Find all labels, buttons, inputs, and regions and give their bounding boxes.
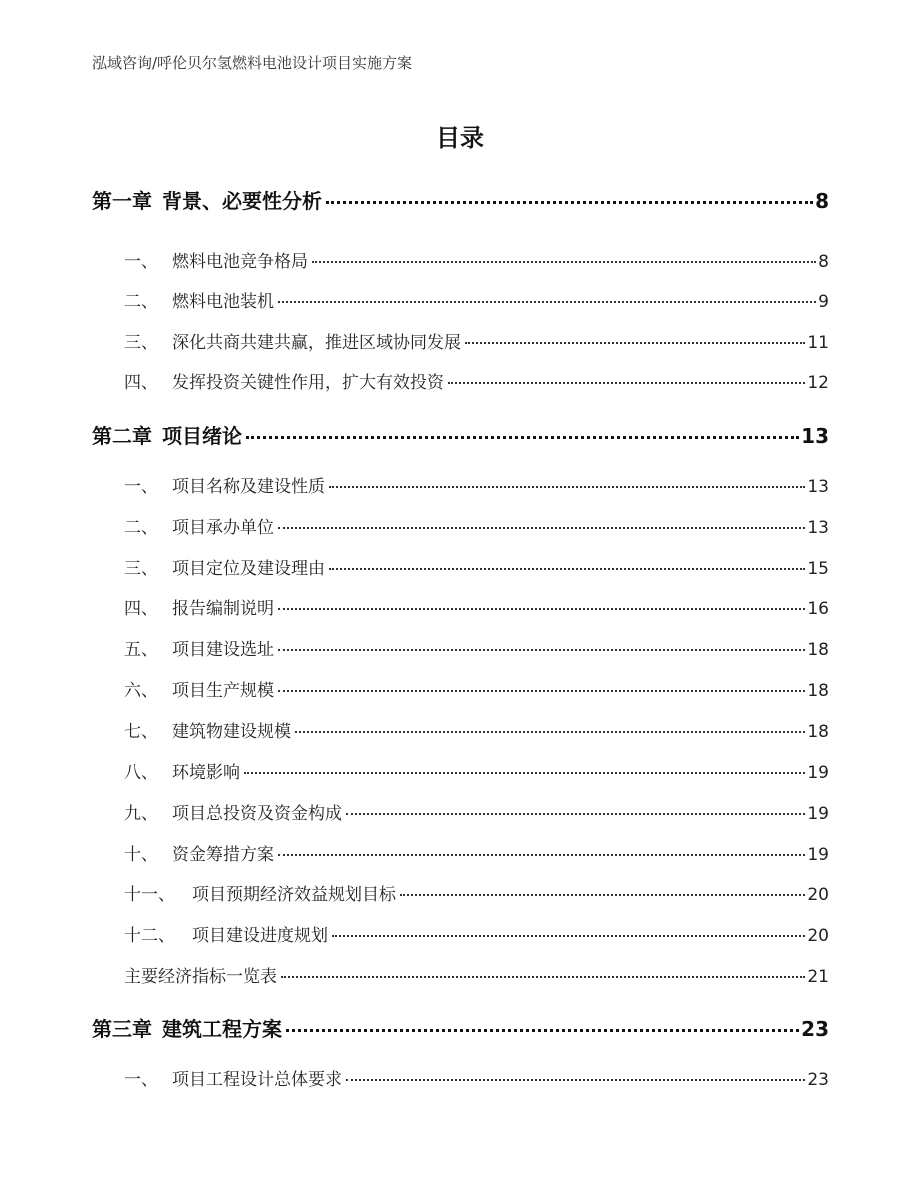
toc-entry-chapter-1[interactable]	[92, 185, 829, 214]
toc-entry-title: 燃料电池竞争格局	[172, 252, 308, 272]
toc-entry-title: 资金筹措方案	[172, 845, 274, 865]
toc-entry-page: 23	[801, 1017, 829, 1041]
dot-leader	[281, 976, 805, 978]
toc-entry-title: 项目绪论	[162, 424, 242, 448]
toc-entry-section[interactable]	[124, 513, 829, 538]
dot-leader	[346, 813, 805, 815]
toc-entry-title: 背景、必要性分析	[162, 189, 322, 213]
dot-leader	[278, 527, 805, 529]
toc-entry-section[interactable]	[124, 880, 829, 905]
toc-entry-title: 建筑工程方案	[162, 1017, 282, 1041]
toc-entry-number: 九、	[124, 804, 158, 824]
dot-leader	[286, 1029, 799, 1032]
toc-entry-title: 项目工程设计总体要求	[172, 1070, 342, 1090]
toc-entry-number: 十、	[124, 845, 158, 865]
toc-entry-page: 18	[807, 681, 829, 701]
toc-entry-page: 9	[818, 292, 829, 312]
toc-entry-section[interactable]	[124, 676, 829, 701]
toc-entry-section[interactable]	[124, 921, 829, 946]
toc-entry-section[interactable]	[124, 962, 829, 987]
toc-entry-section[interactable]	[124, 717, 829, 742]
dot-leader	[400, 894, 805, 896]
toc-entry-number: 五、	[124, 640, 158, 660]
toc-entry-number: 七、	[124, 722, 158, 742]
toc-entry-title: 主要经济指标一览表	[124, 967, 277, 987]
toc-entry-page: 13	[801, 424, 829, 448]
toc-title: 目录	[436, 124, 484, 152]
toc-entry-number: 三、	[124, 559, 158, 579]
toc-entry-page: 18	[807, 722, 829, 742]
toc-entry-page: 18	[807, 640, 829, 660]
toc-entry-title: 项目总投资及资金构成	[172, 804, 342, 824]
toc-entry-title: 建筑物建设规模	[172, 722, 291, 742]
toc-entry-number: 四、	[124, 599, 158, 619]
toc-entry-number: 二、	[124, 292, 158, 312]
dot-leader	[329, 486, 805, 488]
toc-entry-number: 一、	[124, 477, 158, 497]
toc-entry-page: 19	[807, 804, 829, 824]
dot-leader	[278, 301, 816, 303]
toc-entry-title: 燃料电池装机	[172, 292, 274, 312]
toc-entry-section[interactable]	[124, 287, 829, 312]
toc-entry-page: 15	[807, 559, 829, 579]
toc-entry-title: 项目名称及建设性质	[172, 477, 325, 497]
toc-entry-page: 13	[807, 477, 829, 497]
dot-leader	[244, 772, 805, 774]
toc-entry-chapter-2[interactable]	[92, 420, 829, 449]
toc-entry-section[interactable]	[124, 840, 829, 865]
dot-leader	[295, 731, 805, 733]
toc-entry-section[interactable]	[124, 635, 829, 660]
toc-entry-number: 二、	[124, 518, 158, 538]
dot-leader	[246, 436, 799, 439]
toc-entry-section[interactable]	[124, 328, 829, 353]
toc-entry-page: 16	[807, 599, 829, 619]
toc-entry-section[interactable]	[124, 594, 829, 619]
dot-leader	[448, 382, 805, 384]
toc-entry-page: 13	[807, 518, 829, 538]
dot-leader	[326, 201, 813, 204]
toc-entry-title: 项目预期经济效益规划目标	[192, 885, 396, 905]
toc-entry-title: 项目建设选址	[172, 640, 274, 660]
toc-entry-number: 第三章	[92, 1017, 152, 1041]
toc-entry-page: 8	[818, 252, 829, 272]
toc-entry-title: 项目建设进度规划	[192, 926, 328, 946]
toc-entry-number: 第二章	[92, 424, 152, 448]
toc-entry-page: 23	[807, 1070, 829, 1090]
toc-entry-number: 一、	[124, 252, 158, 272]
toc-entry-title: 发挥投资关键性作用，扩大有效投资	[172, 373, 444, 393]
dot-leader	[278, 649, 805, 651]
dot-leader	[329, 568, 805, 570]
dot-leader	[346, 1079, 805, 1081]
page-header: 泓域咨询/呼伦贝尔氢燃料电池设计项目实施方案	[92, 54, 413, 72]
toc-entry-chapter-3[interactable]	[92, 1013, 829, 1042]
toc-entry-section[interactable]	[124, 247, 829, 272]
toc-entry-section[interactable]	[124, 554, 829, 579]
dot-leader	[312, 261, 816, 263]
toc-entry-page: 20	[807, 926, 829, 946]
toc-entry-section[interactable]	[124, 368, 829, 393]
dot-leader	[332, 935, 805, 937]
dot-leader	[278, 608, 805, 610]
toc-entry-title: 项目承办单位	[172, 518, 274, 538]
toc-entry-title: 深化共商共建共赢，推进区域协同发展	[172, 333, 461, 353]
toc-entry-number: 四、	[124, 373, 158, 393]
toc-entry-page: 8	[815, 189, 829, 213]
toc-entry-section[interactable]	[124, 758, 829, 783]
toc-entry-title: 项目定位及建设理由	[172, 559, 325, 579]
dot-leader	[278, 854, 805, 856]
dot-leader	[278, 690, 805, 692]
toc-entry-number: 八、	[124, 763, 158, 783]
toc-entry-title: 项目生产规模	[172, 681, 274, 701]
toc-entry-title: 环境影响	[172, 763, 240, 783]
toc-entry-number: 十二、	[124, 926, 175, 946]
toc-entry-title: 报告编制说明	[172, 599, 274, 619]
toc-entry-page: 21	[807, 967, 829, 987]
toc-entry-number: 一、	[124, 1070, 158, 1090]
dot-leader	[465, 342, 805, 344]
toc-entry-number: 十一、	[124, 885, 175, 905]
toc-entry-number: 三、	[124, 333, 158, 353]
toc-entry-page: 19	[807, 763, 829, 783]
toc-entry-page: 20	[807, 885, 829, 905]
toc-entry-number: 第一章	[92, 189, 152, 213]
toc-entry-page: 19	[807, 845, 829, 865]
toc-entry-section[interactable]	[124, 472, 829, 497]
toc-entry-page: 11	[807, 333, 829, 353]
toc-entry-section[interactable]	[124, 799, 829, 824]
toc-entry-number: 六、	[124, 681, 158, 701]
toc-entry-page: 12	[807, 373, 829, 393]
toc-entry-section[interactable]	[124, 1065, 829, 1090]
